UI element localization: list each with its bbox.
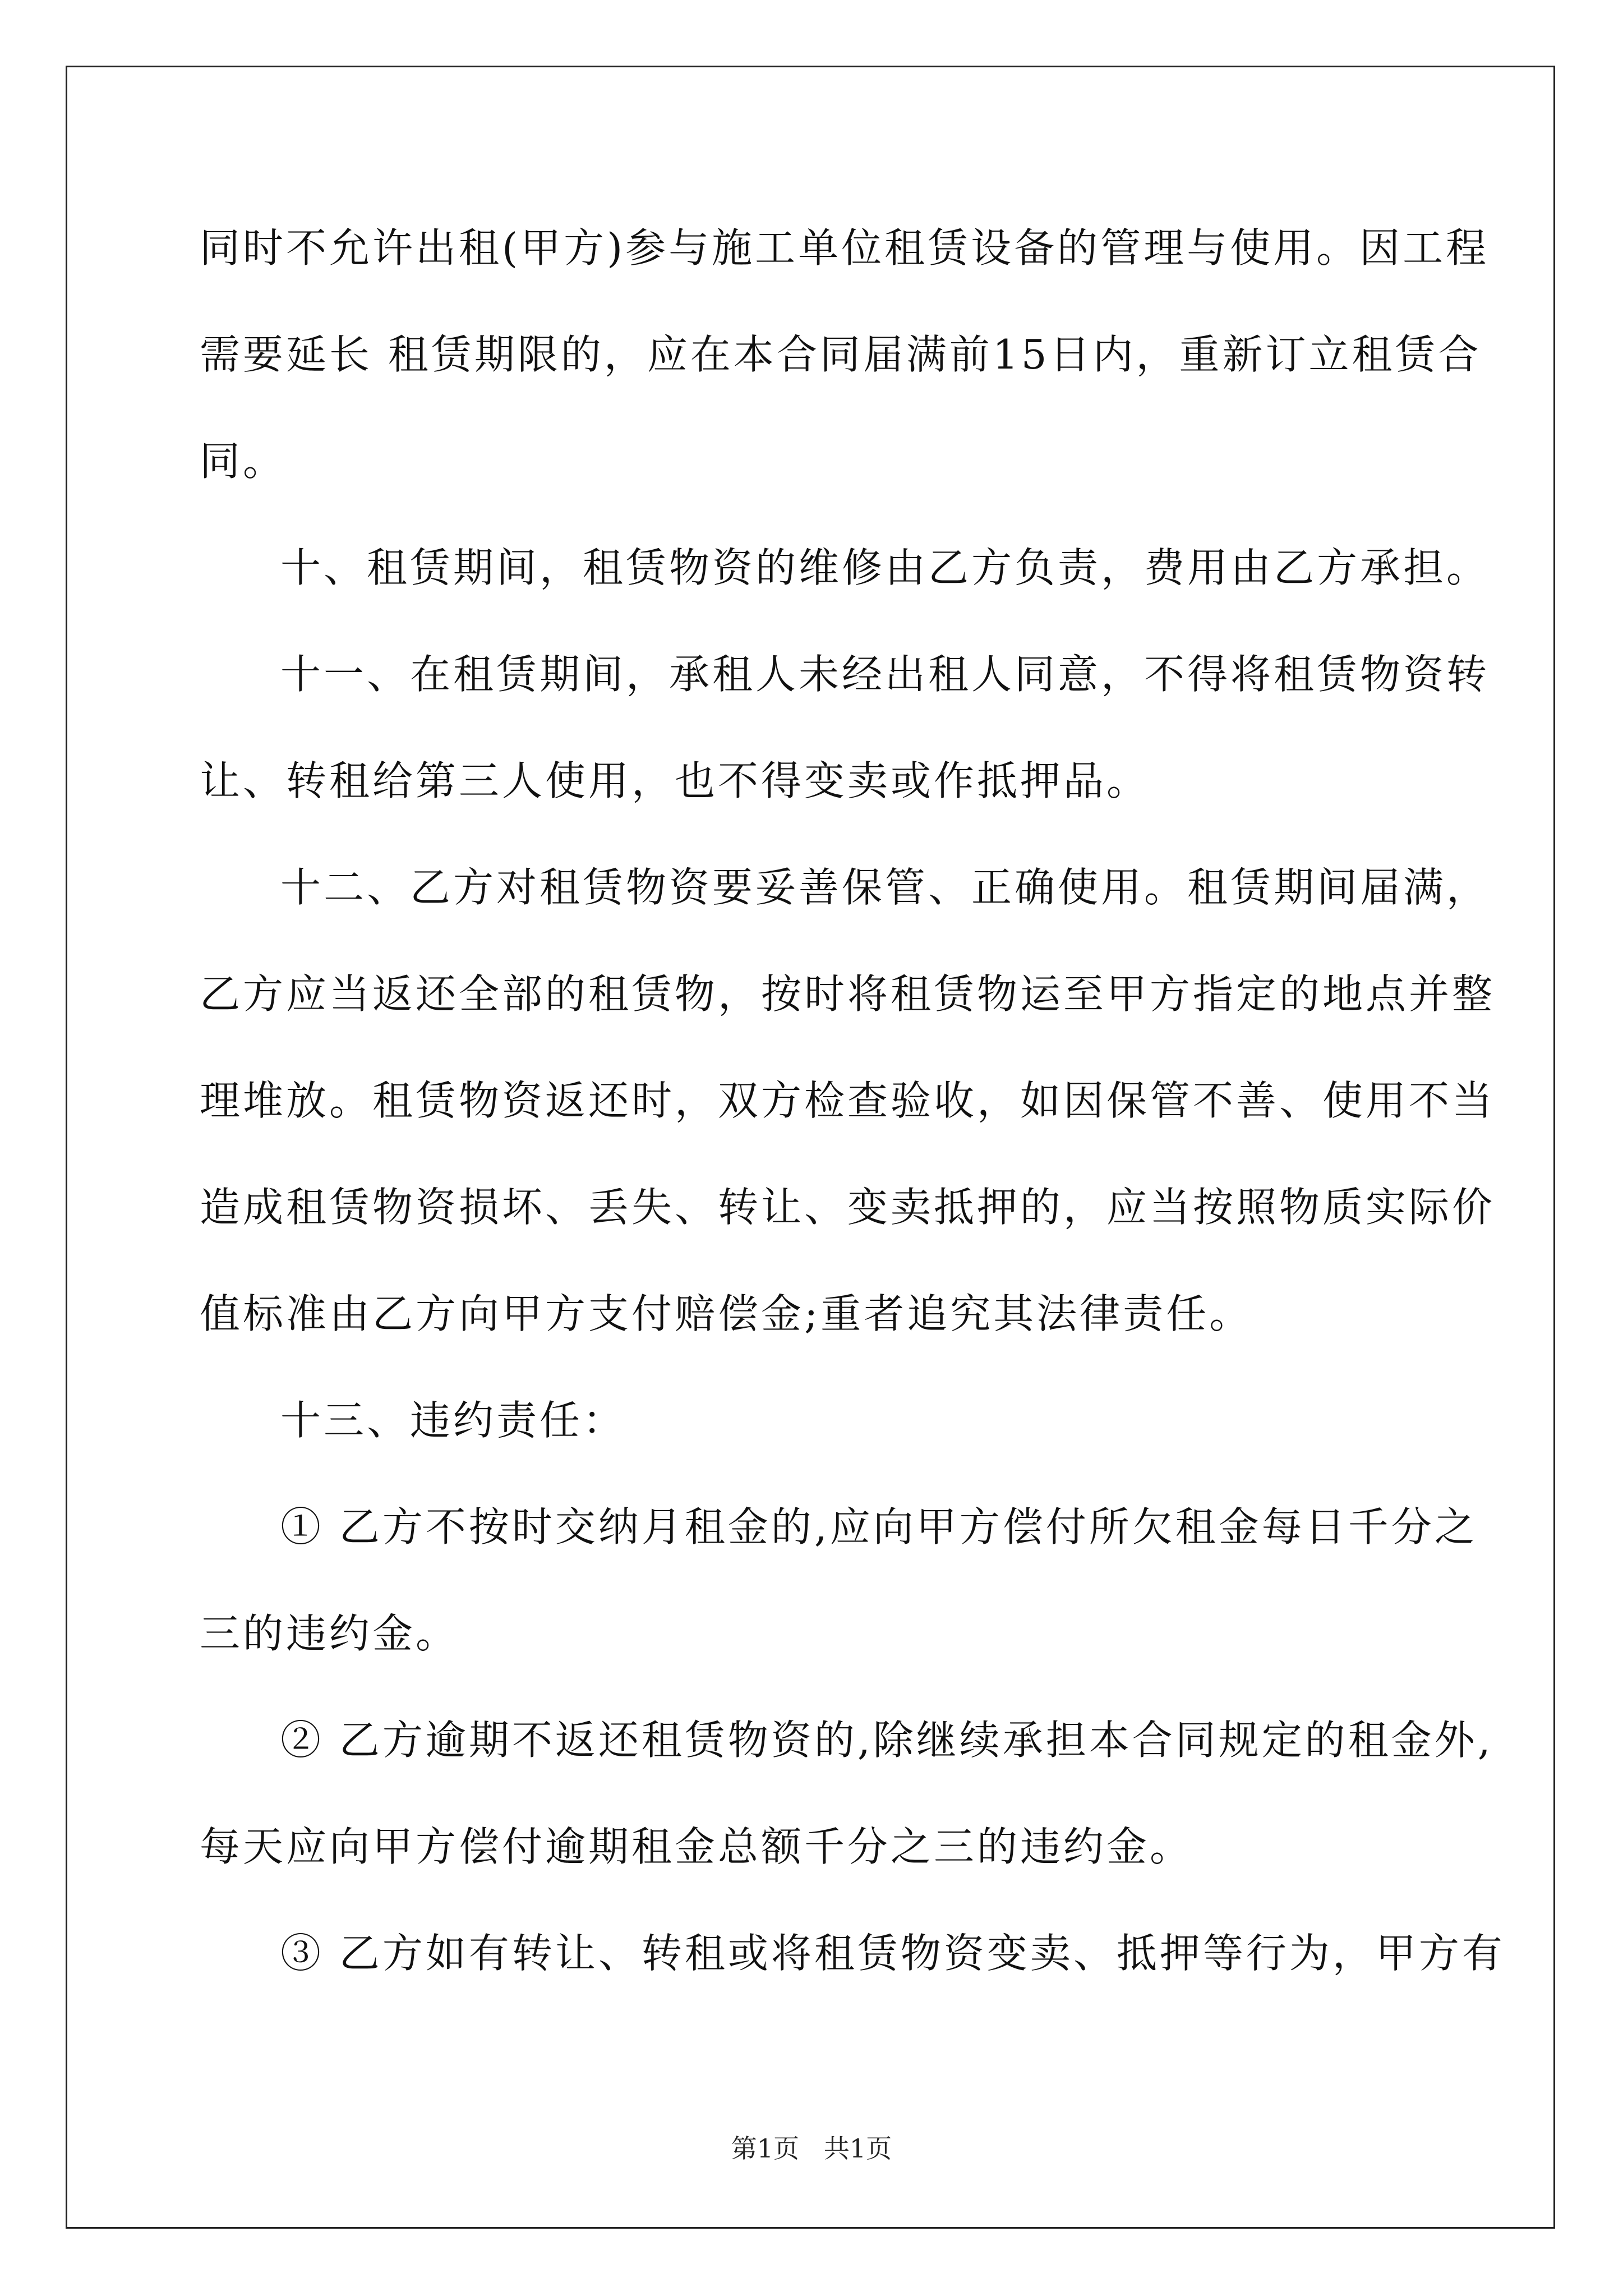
text-line-7: 十二、乙方对租赁物资要妥善保管、正确使用。租赁期间届满， [280,864,1490,911]
text-line-17: ③ 乙方如有转让、转租或将租赁物资变卖、抵押等行为，甲方有 [280,1930,1505,1977]
text-line-4: 十、租赁期间，租赁物资的维修由乙方负责，费用由乙方承担。 [280,544,1490,591]
text-line-15: ② 乙方逾期不返还租赁物资的,除继续承担本合同规定的租金外, [280,1717,1493,1764]
text-line-5: 十一、在租赁期间，承租人未经出租人同意，不得将租赁物资转 [280,651,1490,698]
text-line-16: 每天应向甲方偿付逾期租金总额千分之三的违约金。 [200,1823,1193,1870]
text-line-14: 三的违约金。 [200,1610,459,1657]
text-line-9: 理堆放。租赁物资返还时，双方检查验收，如因保管不善、使用不当 [200,1077,1496,1124]
text-line-6: 让、转租给第三人使用，也不得变卖或作抵押品。 [200,757,1150,804]
text-line-10: 造成租赁物资损坏、丢失、转让、变卖抵押的，应当按照物质实际价 [200,1184,1496,1231]
text-line-3: 同。 [200,438,287,485]
text-line-1: 同时不允许出租(甲方)参与施工单位租赁设备的管理与使用。因工程 [200,224,1490,272]
text-line-8: 乙方应当返还全部的租赁物，按时将租赁物运至甲方指定的地点并整 [200,970,1496,1018]
text-line-2: 需要延长 租赁期限的，应在本合同届满前15日内，重新订立租赁合 [200,331,1482,378]
page-border [66,66,1555,2229]
text-line-13: ① 乙方不按时交纳月租金的,应向甲方偿付所欠租金每日千分之 [280,1503,1478,1550]
text-line-11: 值标准由乙方向甲方支付赔偿金;重者追究其法律责任。 [200,1290,1253,1337]
text-line-12: 十三、违约责任： [280,1397,626,1444]
page-number-footer: 第1页 共1页 [731,2133,892,2164]
